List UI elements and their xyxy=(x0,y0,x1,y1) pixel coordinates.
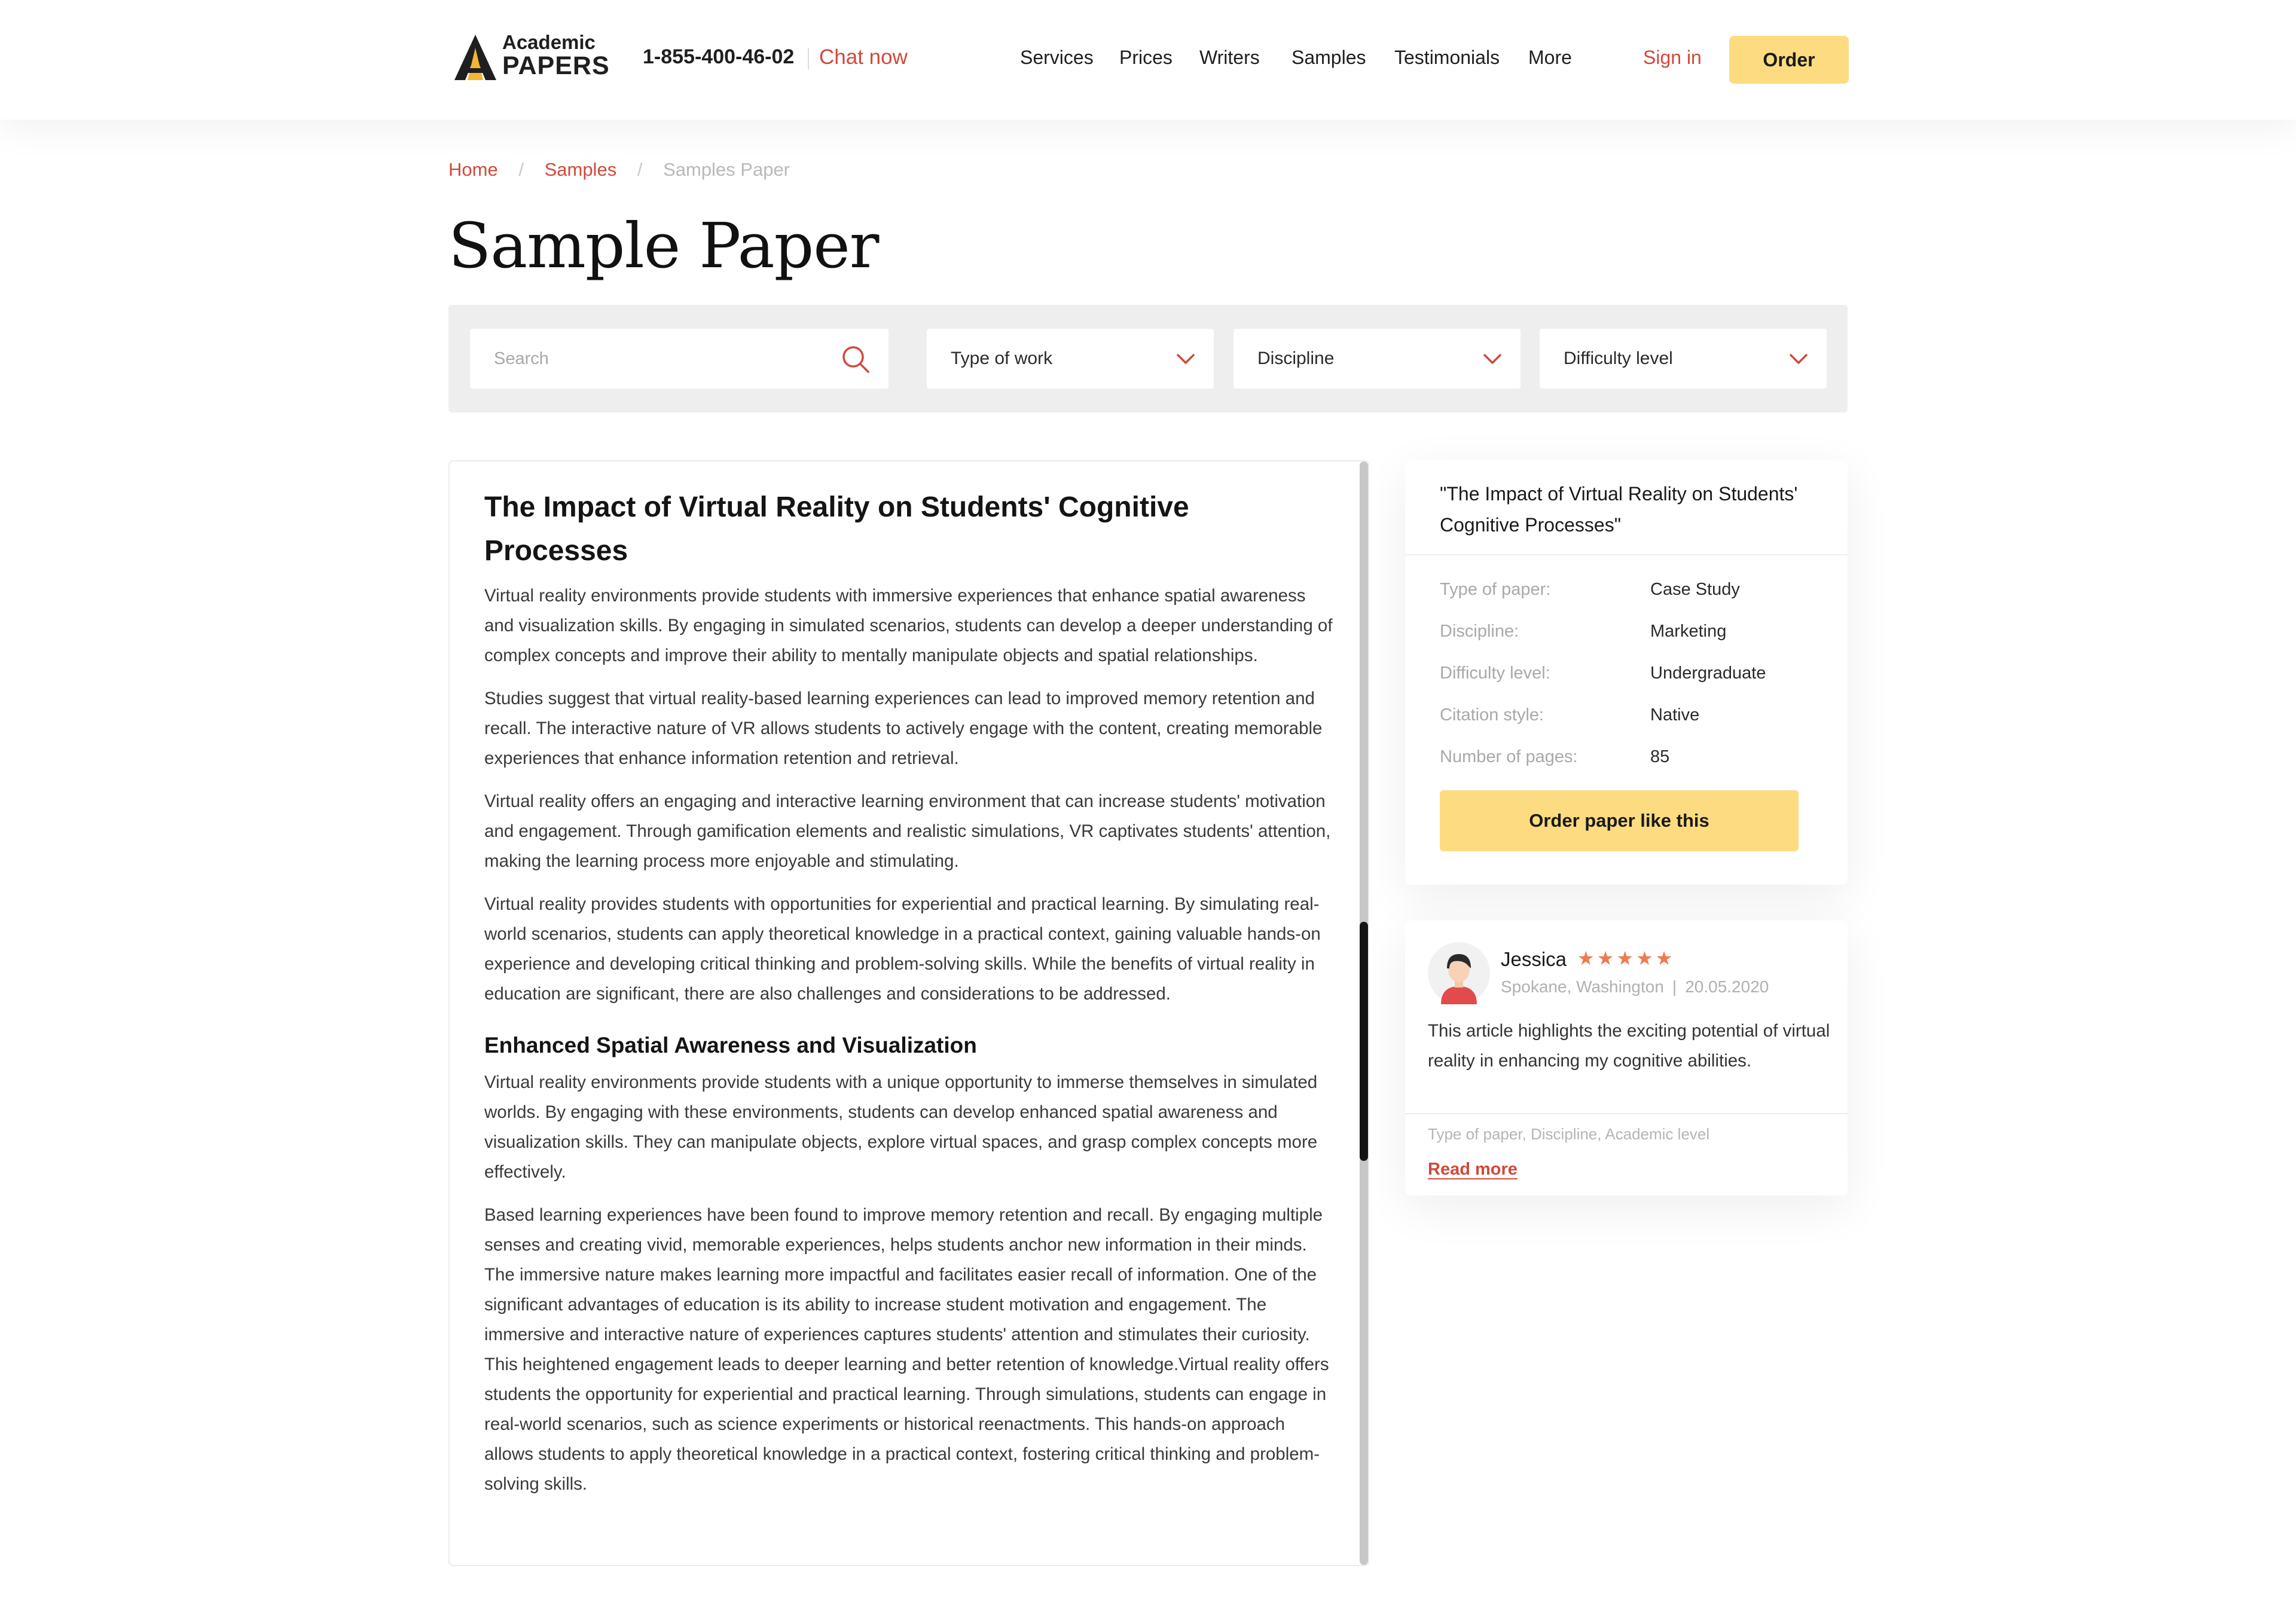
reviewer-meta xyxy=(1501,977,1769,996)
reviewer-location: Spokane, Washington xyxy=(1501,977,1664,996)
info-value: Case Study xyxy=(1650,580,1740,599)
reviewer-name: Jessica xyxy=(1501,948,1567,970)
article-paragraph: Virtual reality environments provide students with a unique opportunity to immerse themselves in simulated worlds. By engaging with these environments, students can develop enhanced spatial awareness and visualization skills. They can manipulate objects, explore virtual spaces, and grasp complex concepts more effectively. xyxy=(484,1072,1318,1182)
paper-info-card xyxy=(1405,460,1848,885)
discipline-select[interactable] xyxy=(1234,329,1521,389)
nav-samples[interactable]: Samples xyxy=(1292,47,1366,68)
article-paragraph: Virtual reality offers an engaging and interactive learning environment that can increase students' motivation and engagement. Through gamification elements and realistic simulations, VR captivates students' attention, making the learning process more enjoyable and stimulating. xyxy=(484,791,1331,871)
search-input[interactable] xyxy=(494,347,829,371)
meta-separator: | xyxy=(1672,977,1677,996)
article-card xyxy=(448,460,1369,1566)
info-row-pages xyxy=(1440,747,1822,771)
review-text: This article highlights the exciting potential of virtual reality in enhancing my cognitive abilities. xyxy=(1428,1021,1830,1071)
nav-services[interactable]: Services xyxy=(1020,47,1094,68)
paper-info-title: "The Impact of Virtual Reality on Students' Cognitive Processes" xyxy=(1440,483,1798,536)
filter-bar xyxy=(448,305,1848,412)
divider xyxy=(1405,1113,1848,1114)
info-row-discipline xyxy=(1440,622,1822,646)
article-paragraph: Studies suggest that virtual reality-based learning experiences can lead to improved memory retention and recall. The interactive nature of VR allows students to actively engage with the content, creating memorable experiences that enhance information retention and retrieval. xyxy=(484,689,1323,768)
chevron-down-icon xyxy=(1176,351,1196,366)
info-label: Number of pages: xyxy=(1440,747,1578,766)
info-row-difficulty xyxy=(1440,664,1822,687)
nav-testimonials[interactable]: Testimonials xyxy=(1394,47,1500,68)
divider xyxy=(1405,554,1848,555)
chevron-down-icon xyxy=(1482,351,1503,366)
info-label: Type of paper: xyxy=(1440,580,1551,599)
review-tags: Type of paper, Discipline, Academic level xyxy=(1428,1125,1710,1143)
sign-in-link[interactable]: Sign in xyxy=(1643,47,1702,68)
rating-stars: ★★★★★ xyxy=(1577,947,1675,969)
site-logo[interactable] xyxy=(454,31,610,80)
page-title: Sample Paper xyxy=(448,209,879,282)
type-of-work-label: Type of work xyxy=(951,349,1053,368)
nav-more[interactable]: More xyxy=(1528,47,1572,68)
article-scrollbar-thumb[interactable] xyxy=(1360,922,1368,1161)
breadcrumb-samples[interactable]: Samples xyxy=(544,159,617,180)
breadcrumb xyxy=(448,159,790,181)
breadcrumb-home[interactable]: Home xyxy=(448,159,498,180)
info-row-type xyxy=(1440,580,1822,604)
article-paragraph: Virtual reality provides students with opportunities for experiential and practical learning. By simulating real-world scenarios, students can apply theoretical knowledge in a practical context, gaining valuable hands-on experience and developing critical thinking and problem-solving skills. While the benefits of virtual reality in education are significant, there are also challenges and considerations to be addressed. xyxy=(484,894,1321,1004)
order-paper-like-this-button[interactable]: Order paper like this xyxy=(1440,790,1799,851)
order-button[interactable]: Order xyxy=(1729,36,1849,84)
discipline-label: Discipline xyxy=(1257,349,1335,368)
site-header xyxy=(0,0,2296,120)
article-subheading: Enhanced Spatial Awareness and Visualization xyxy=(484,1033,977,1057)
difficulty-level-label: Difficulty level xyxy=(1564,349,1673,368)
review-date: 20.05.2020 xyxy=(1685,977,1769,996)
info-label: Citation style: xyxy=(1440,705,1544,725)
logo-text-bottom: PAPERS xyxy=(502,51,610,80)
info-value: Native xyxy=(1650,705,1700,725)
breadcrumb-separator: / xyxy=(518,159,524,180)
chat-now-link[interactable]: Chat now xyxy=(819,45,908,69)
difficulty-level-select[interactable] xyxy=(1540,329,1827,389)
article-paragraph: Virtual reality environments provide students with immersive experiences that enhance spatial awareness and visualization skills. By engaging in simulated scenarios, students can develop a deeper understanding of complex concepts and improve their ability to mentally manipulate objects and spatial relationships. xyxy=(484,586,1333,665)
nav-prices[interactable]: Prices xyxy=(1119,47,1173,68)
logo-text-top: Academic xyxy=(502,31,596,53)
info-row-citation xyxy=(1440,705,1822,729)
breadcrumb-separator: / xyxy=(637,159,643,180)
info-value: 85 xyxy=(1650,747,1670,766)
search-icon[interactable] xyxy=(841,344,871,374)
article-title: The Impact of Virtual Reality on Students' Cognitive Processes xyxy=(484,491,1189,567)
review-card xyxy=(1405,921,1848,1196)
phone-number[interactable]: 1-855-400-46-02 xyxy=(643,45,795,68)
avatar-icon xyxy=(1428,942,1490,1004)
article-content xyxy=(484,485,1333,1499)
nav-writers[interactable]: Writers xyxy=(1199,47,1260,68)
info-value: Marketing xyxy=(1650,622,1727,641)
search-box xyxy=(470,329,889,389)
info-label: Difficulty level: xyxy=(1440,664,1550,683)
logo-mark-icon xyxy=(454,35,496,80)
phone-divider xyxy=(808,48,809,69)
info-value: Undergraduate xyxy=(1650,664,1766,683)
type-of-work-select[interactable] xyxy=(927,329,1214,389)
read-more-link[interactable]: Read more xyxy=(1428,1160,1518,1179)
info-label: Discipline: xyxy=(1440,622,1519,641)
breadcrumb-current: Samples Paper xyxy=(663,159,790,180)
article-paragraph: Based learning experiences have been found to improve memory retention and recall. By engaging multiple senses and creating vivid, memorable experiences, helps students anchor new information in their minds. The immersive nature makes learning more impactful and facilitates easier recall of information. One of the significant advantages of education is its ability to increase student motivation and engagement. The immersive and interactive nature of experiences captures students' attention and stimulates their curiosity. This heightened engagement leads to deeper learning and better retention of knowledge.Virtual reality offers students the opportunity for experiential and practical learning. Through simulations, students can engage in real-world scenarios, such as science experiments or historical reenactments. This hands-on approach allows students to apply theoretical knowledge in a practical context, fostering critical thinking and problem-solving skills. xyxy=(484,1205,1329,1494)
chevron-down-icon xyxy=(1788,351,1809,366)
